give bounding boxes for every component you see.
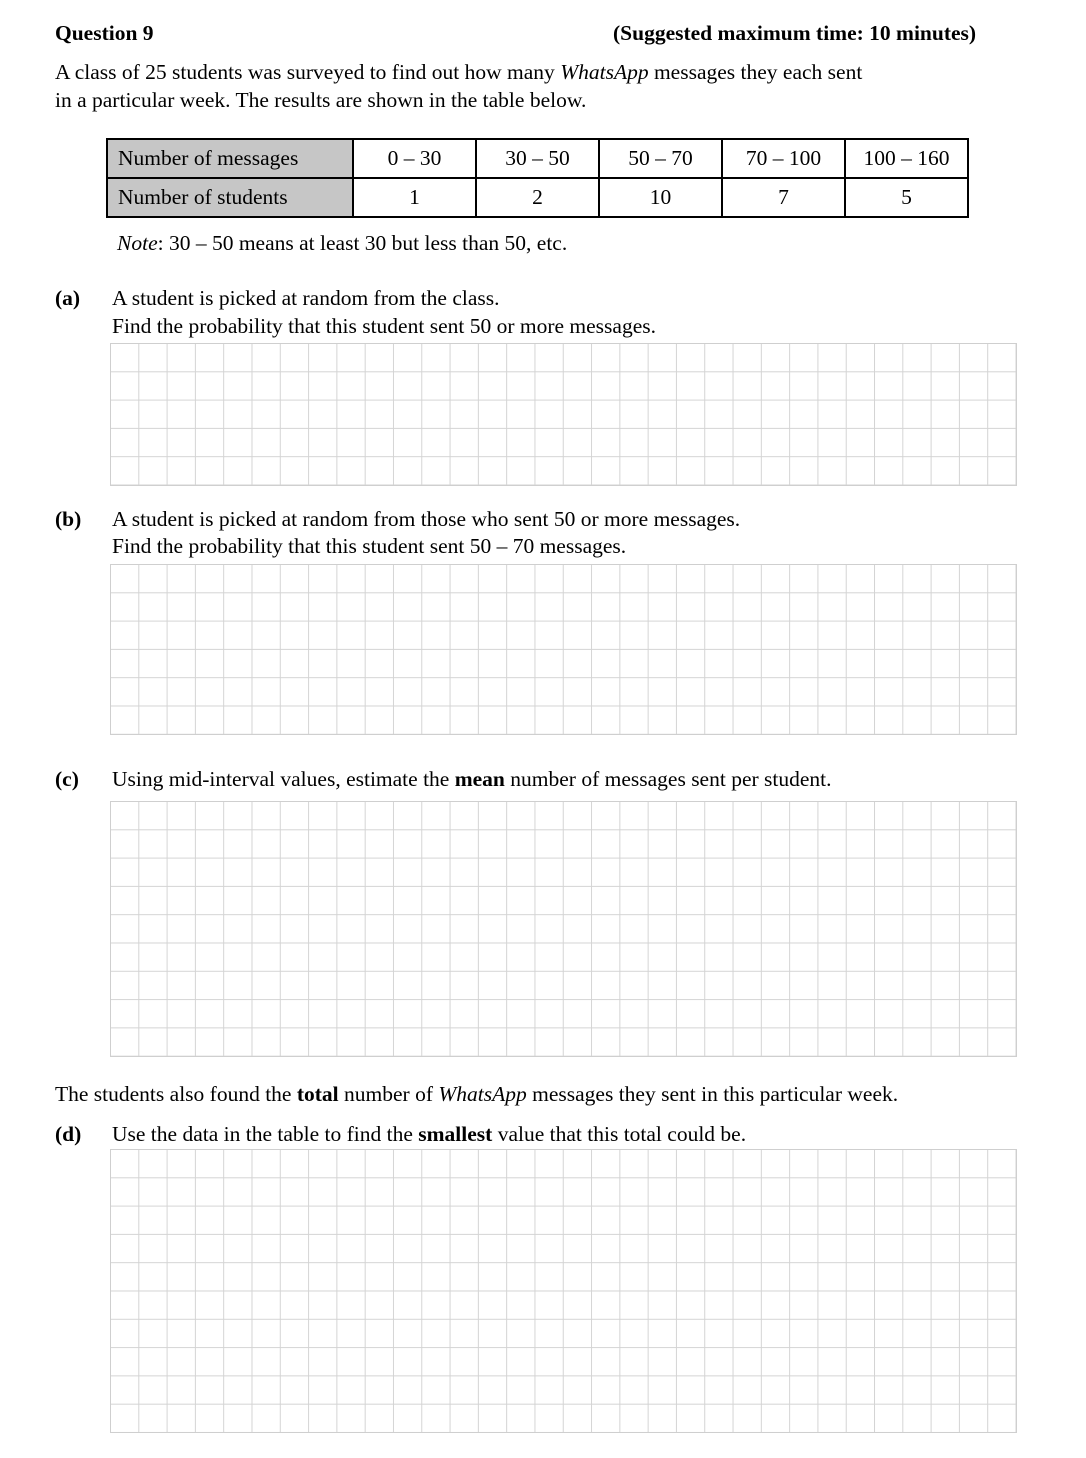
intro-app-name: WhatsApp bbox=[560, 60, 649, 84]
part-d-text bbox=[112, 1124, 746, 1146]
row-label-messages: Number of messages bbox=[107, 139, 353, 178]
answer-grid-d[interactable] bbox=[110, 1149, 1017, 1433]
row-label-students: Number of students bbox=[107, 178, 353, 217]
part-d-label: (d) bbox=[55, 1122, 82, 1146]
part-c-post: number of messages sent per student. bbox=[504, 767, 832, 791]
intro-line-1 bbox=[55, 62, 862, 84]
student-count-cell: 5 bbox=[845, 178, 968, 217]
interval-cell: 100 – 160 bbox=[845, 139, 968, 178]
intro-text-b: messages they each sent bbox=[648, 60, 863, 84]
question-title: Question 9 bbox=[55, 21, 154, 45]
part-a-label: (a) bbox=[55, 286, 81, 310]
part-c-pre: Using mid-interval values, estimate the bbox=[112, 767, 455, 791]
part-d-bold: smallest bbox=[418, 1122, 493, 1146]
part-c-label: (c) bbox=[55, 767, 79, 791]
part-c-bold: mean bbox=[454, 767, 505, 791]
table-row-messages bbox=[107, 139, 968, 178]
total-intro bbox=[55, 1084, 898, 1106]
total-intro-bold: total bbox=[296, 1082, 339, 1106]
part-b-line-1: A student is picked at random from those who sent 50 or more messages. bbox=[112, 507, 741, 531]
part-a-line-2: Find the probability that this student sent 50 or more messages. bbox=[112, 314, 656, 338]
intro-line-2: in a particular week. The results are shown in the table below. bbox=[55, 88, 587, 112]
table-note bbox=[117, 233, 567, 255]
student-count-cell: 7 bbox=[722, 178, 845, 217]
note-label: Note bbox=[117, 231, 158, 255]
data-table bbox=[106, 138, 969, 218]
intro-text-a: A class of 25 students was surveyed to find out how many bbox=[55, 60, 561, 84]
answer-grid-c[interactable] bbox=[110, 801, 1017, 1057]
student-count-cell: 1 bbox=[353, 178, 476, 217]
total-intro-mid: number of bbox=[338, 1082, 439, 1106]
part-d-post: value that this total could be. bbox=[492, 1122, 747, 1146]
part-b-line-2: Find the probability that this student sent 50 – 70 messages. bbox=[112, 534, 627, 558]
total-intro-app: WhatsApp bbox=[438, 1082, 527, 1106]
part-c-text bbox=[112, 769, 832, 791]
note-text: : 30 – 50 means at least 30 but less than 50, etc. bbox=[157, 231, 568, 255]
student-count-cell: 2 bbox=[476, 178, 599, 217]
interval-cell: 30 – 50 bbox=[476, 139, 599, 178]
interval-cell: 0 – 30 bbox=[353, 139, 476, 178]
part-b-label: (b) bbox=[55, 507, 82, 531]
interval-cell: 50 – 70 bbox=[599, 139, 722, 178]
part-a-line-1: A student is picked at random from the class. bbox=[112, 286, 500, 310]
table-row-students bbox=[107, 178, 968, 217]
student-count-cell: 10 bbox=[599, 178, 722, 217]
total-intro-pre: The students also found the bbox=[55, 1082, 297, 1106]
answer-grid-a[interactable] bbox=[110, 343, 1017, 486]
part-d-pre: Use the data in the table to find the bbox=[112, 1122, 419, 1146]
answer-grid-b[interactable] bbox=[110, 564, 1017, 735]
time-note: (Suggested maximum time: 10 minutes) bbox=[613, 21, 977, 45]
interval-cell: 70 – 100 bbox=[722, 139, 845, 178]
total-intro-post: messages they sent in this particular week. bbox=[526, 1082, 899, 1106]
